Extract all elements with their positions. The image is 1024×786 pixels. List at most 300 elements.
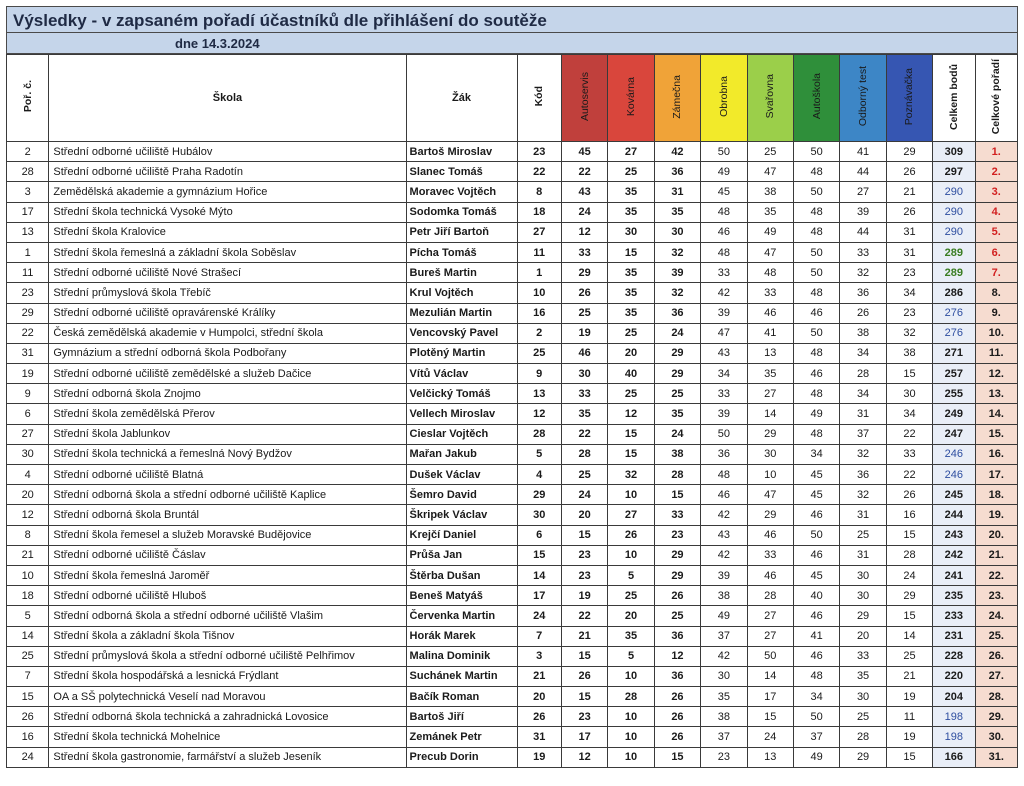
cell-score: 15: [561, 687, 607, 707]
cell-score: 20: [840, 626, 886, 646]
cell-kod: 11: [517, 242, 561, 262]
cell-score: 21: [886, 182, 932, 202]
table-row: [7, 384, 1018, 404]
cell-score: 15: [654, 747, 700, 767]
cell-score: 29: [840, 606, 886, 626]
cell-score: 19: [561, 586, 607, 606]
cell-kod: 6: [517, 525, 561, 545]
cell-kod: 7: [517, 626, 561, 646]
header-por: Poř. č.: [7, 55, 49, 142]
cell-score: 35: [701, 687, 747, 707]
cell-score: 33: [561, 384, 607, 404]
cell-score: 28: [886, 545, 932, 565]
cell-score: 12: [561, 747, 607, 767]
cell-celkem: 228: [933, 646, 975, 666]
cell-score: 10: [608, 666, 654, 686]
cell-score: 36: [840, 465, 886, 485]
cell-score: 29: [886, 586, 932, 606]
cell-score: 37: [840, 424, 886, 444]
cell-poradi: 22.: [975, 565, 1017, 585]
cell-celkem: 289: [933, 263, 975, 283]
cell-kod: 5: [517, 444, 561, 464]
cell-celkem: 204: [933, 687, 975, 707]
table-row: [7, 444, 1018, 464]
cell-celkem: 166: [933, 747, 975, 767]
cell-score: 26: [654, 687, 700, 707]
cell-score: 31: [886, 222, 932, 242]
cell-score: 35: [608, 263, 654, 283]
table-row: [7, 222, 1018, 242]
cell-score: 30: [840, 687, 886, 707]
cell-kod: 20: [517, 687, 561, 707]
cell-score: 32: [654, 283, 700, 303]
cell-score: 46: [793, 303, 839, 323]
cell-score: 23: [561, 545, 607, 565]
cell-score: 24: [561, 485, 607, 505]
cell-score: 39: [701, 404, 747, 424]
cell-score: 10: [608, 727, 654, 747]
cell-score: 50: [793, 525, 839, 545]
cell-poradi: 16.: [975, 444, 1017, 464]
cell-celkem: 246: [933, 465, 975, 485]
cell-celkem: 198: [933, 707, 975, 727]
cell-poradi: 13.: [975, 384, 1017, 404]
cell-score: 13: [747, 343, 793, 363]
cell-score: 33: [701, 384, 747, 404]
cell-kod: 17: [517, 586, 561, 606]
cell-score: 33: [840, 242, 886, 262]
cell-score: 13: [747, 747, 793, 767]
cell-score: 24: [747, 727, 793, 747]
cell-poradi: 17.: [975, 465, 1017, 485]
cell-skola: Střední odborné učiliště opravárenské Králíky: [49, 303, 406, 323]
table-row: [7, 525, 1018, 545]
table-row: [7, 242, 1018, 262]
cell-celkem: 231: [933, 626, 975, 646]
cell-score: 29: [654, 343, 700, 363]
cell-score: 24: [654, 424, 700, 444]
cell-kod: 15: [517, 545, 561, 565]
cell-score: 10: [608, 545, 654, 565]
cell-celkem: 246: [933, 444, 975, 464]
cell-zak: Vencovský Pavel: [406, 323, 517, 343]
cell-score: 31: [886, 242, 932, 262]
cell-celkem: 289: [933, 242, 975, 262]
cell-poradi: 20.: [975, 525, 1017, 545]
cell-score: 30: [840, 565, 886, 585]
cell-por: 31: [7, 343, 49, 363]
cell-score: 27: [608, 142, 654, 162]
cell-score: 45: [561, 142, 607, 162]
cell-score: 29: [840, 747, 886, 767]
cell-poradi: 14.: [975, 404, 1017, 424]
cell-kod: 1: [517, 263, 561, 283]
cell-skola: Střední škola hospodářská a lesnická Frýdlant: [49, 666, 406, 686]
cell-score: 25: [747, 142, 793, 162]
cell-score: 28: [840, 727, 886, 747]
cell-score: 47: [747, 162, 793, 182]
cell-score: 34: [793, 687, 839, 707]
cell-score: 10: [608, 747, 654, 767]
table-row: [7, 666, 1018, 686]
cell-score: 22: [886, 424, 932, 444]
cell-score: 24: [886, 565, 932, 585]
results-table: [6, 54, 1018, 768]
cell-score: 29: [747, 424, 793, 444]
cell-kod: 3: [517, 646, 561, 666]
table-row: [7, 626, 1018, 646]
cell-score: 34: [840, 343, 886, 363]
header-discipline: Kovárna: [608, 55, 654, 142]
cell-celkem: 276: [933, 323, 975, 343]
cell-score: 10: [608, 485, 654, 505]
cell-score: 25: [608, 323, 654, 343]
cell-score: 31: [840, 404, 886, 424]
cell-skola: Střední škola řemesel a služeb Moravské Budějovice: [49, 525, 406, 545]
cell-skola: Střední škola a základní škola Tišnov: [49, 626, 406, 646]
cell-score: 48: [793, 202, 839, 222]
cell-skola: Střední škola technická Vysoké Mýto: [49, 202, 406, 222]
cell-score: 22: [561, 162, 607, 182]
cell-score: 50: [701, 424, 747, 444]
cell-score: 35: [561, 404, 607, 424]
cell-score: 38: [840, 323, 886, 343]
cell-score: 45: [793, 565, 839, 585]
cell-poradi: 24.: [975, 606, 1017, 626]
cell-zak: Sodomka Tomáš: [406, 202, 517, 222]
results-sheet: [6, 6, 1018, 768]
cell-score: 10: [747, 465, 793, 485]
cell-score: 35: [608, 303, 654, 323]
cell-score: 40: [793, 586, 839, 606]
cell-score: 30: [561, 364, 607, 384]
cell-score: 46: [793, 364, 839, 384]
cell-score: 31: [840, 505, 886, 525]
header-discipline: Svařovna: [747, 55, 793, 142]
cell-score: 16: [886, 505, 932, 525]
cell-score: 25: [561, 303, 607, 323]
cell-zak: Cieslar Vojtěch: [406, 424, 517, 444]
cell-por: 6: [7, 404, 49, 424]
cell-score: 23: [561, 707, 607, 727]
cell-poradi: 6.: [975, 242, 1017, 262]
cell-score: 28: [747, 586, 793, 606]
cell-score: 24: [561, 202, 607, 222]
cell-score: 32: [840, 444, 886, 464]
cell-score: 37: [701, 626, 747, 646]
cell-score: 23: [886, 303, 932, 323]
cell-kod: 14: [517, 565, 561, 585]
cell-kod: 25: [517, 343, 561, 363]
cell-score: 44: [840, 222, 886, 242]
cell-score: 29: [747, 505, 793, 525]
cell-score: 15: [654, 485, 700, 505]
cell-score: 48: [793, 666, 839, 686]
cell-skola: OA a SŠ polytechnická Veselí nad Moravou: [49, 687, 406, 707]
cell-score: 39: [701, 565, 747, 585]
cell-score: 42: [701, 505, 747, 525]
cell-score: 26: [840, 303, 886, 323]
cell-score: 28: [654, 465, 700, 485]
cell-score: 33: [886, 444, 932, 464]
cell-score: 49: [793, 747, 839, 767]
header-discipline: Autoškola: [793, 55, 839, 142]
cell-score: 33: [747, 545, 793, 565]
cell-zak: Suchánek Martin: [406, 666, 517, 686]
cell-score: 33: [561, 242, 607, 262]
cell-score: 38: [701, 707, 747, 727]
cell-score: 30: [608, 222, 654, 242]
cell-por: 2: [7, 142, 49, 162]
cell-kod: 21: [517, 666, 561, 686]
cell-zak: Vítů Václav: [406, 364, 517, 384]
cell-por: 28: [7, 162, 49, 182]
cell-zak: Vellech Miroslav: [406, 404, 517, 424]
cell-score: 14: [886, 626, 932, 646]
table-row: [7, 263, 1018, 283]
cell-score: 43: [701, 525, 747, 545]
cell-por: 30: [7, 444, 49, 464]
cell-por: 20: [7, 485, 49, 505]
cell-por: 8: [7, 525, 49, 545]
cell-celkem: 290: [933, 222, 975, 242]
cell-skola: Střední odborné učiliště zemědělské a služeb Dačice: [49, 364, 406, 384]
cell-score: 39: [840, 202, 886, 222]
cell-zak: Červenka Martin: [406, 606, 517, 626]
cell-score: 23: [654, 525, 700, 545]
cell-score: 15: [561, 525, 607, 545]
table-row: [7, 505, 1018, 525]
cell-poradi: 9.: [975, 303, 1017, 323]
header-discipline: Poznávačka: [886, 55, 932, 142]
table-row: [7, 202, 1018, 222]
results-body: [7, 142, 1018, 768]
header-skola: Škola: [49, 55, 406, 142]
cell-score: 35: [608, 202, 654, 222]
cell-zak: Mařan Jakub: [406, 444, 517, 464]
cell-score: 38: [701, 586, 747, 606]
cell-score: 15: [608, 424, 654, 444]
cell-score: 22: [561, 606, 607, 626]
cell-skola: Střední škola řemeslná a základní škola Soběslav: [49, 242, 406, 262]
cell-score: 21: [886, 666, 932, 686]
cell-score: 35: [654, 404, 700, 424]
cell-score: 25: [608, 586, 654, 606]
cell-score: 34: [886, 283, 932, 303]
cell-score: 46: [701, 222, 747, 242]
cell-score: 15: [886, 606, 932, 626]
cell-poradi: 1.: [975, 142, 1017, 162]
cell-score: 27: [840, 182, 886, 202]
cell-kod: 4: [517, 465, 561, 485]
cell-score: 23: [701, 747, 747, 767]
cell-score: 35: [654, 202, 700, 222]
cell-celkem: 257: [933, 364, 975, 384]
table-row: [7, 343, 1018, 363]
cell-por: 22: [7, 323, 49, 343]
cell-score: 46: [793, 646, 839, 666]
table-row: [7, 727, 1018, 747]
cell-celkem: 220: [933, 666, 975, 686]
cell-kod: 2: [517, 323, 561, 343]
cell-score: 14: [747, 404, 793, 424]
cell-score: 37: [701, 727, 747, 747]
cell-poradi: 31.: [975, 747, 1017, 767]
cell-skola: Střední odborná škola Bruntál: [49, 505, 406, 525]
table-row: [7, 465, 1018, 485]
cell-score: 12: [654, 646, 700, 666]
cell-celkem: 245: [933, 485, 975, 505]
header-row: [7, 55, 1018, 142]
cell-score: 27: [608, 505, 654, 525]
cell-celkem: 235: [933, 586, 975, 606]
page-title: Výsledky - v zapsaném pořadí účastníků dle přihlášení do soutěže: [6, 6, 1018, 33]
cell-poradi: 30.: [975, 727, 1017, 747]
cell-celkem: 276: [933, 303, 975, 323]
cell-score: 48: [793, 343, 839, 363]
cell-score: 32: [840, 485, 886, 505]
cell-poradi: 23.: [975, 586, 1017, 606]
cell-score: 15: [886, 525, 932, 545]
cell-kod: 22: [517, 162, 561, 182]
cell-celkem: 198: [933, 727, 975, 747]
cell-celkem: 233: [933, 606, 975, 626]
cell-zak: Precub Dorin: [406, 747, 517, 767]
cell-score: 45: [793, 485, 839, 505]
cell-score: 26: [561, 666, 607, 686]
cell-score: 11: [886, 707, 932, 727]
cell-score: 28: [840, 364, 886, 384]
cell-score: 29: [886, 142, 932, 162]
cell-skola: Střední odborná škola a střední odborné učiliště Kaplice: [49, 485, 406, 505]
cell-celkem: 290: [933, 182, 975, 202]
cell-score: 15: [886, 747, 932, 767]
table-row: [7, 606, 1018, 626]
cell-score: 48: [747, 263, 793, 283]
cell-score: 25: [608, 384, 654, 404]
cell-score: 5: [608, 565, 654, 585]
cell-skola: Střední odborné učiliště Blatná: [49, 465, 406, 485]
cell-score: 27: [747, 384, 793, 404]
table-row: [7, 303, 1018, 323]
header-celkem: Celkem bodů: [933, 55, 975, 142]
header-zak: Žák: [406, 55, 517, 142]
cell-kod: 18: [517, 202, 561, 222]
cell-score: 35: [608, 283, 654, 303]
cell-score: 22: [886, 465, 932, 485]
cell-poradi: 8.: [975, 283, 1017, 303]
cell-score: 33: [747, 283, 793, 303]
cell-score: 30: [886, 384, 932, 404]
cell-zak: Moravec Vojtěch: [406, 182, 517, 202]
table-row: [7, 586, 1018, 606]
cell-skola: Gymnázium a střední odborná škola Podbořany: [49, 343, 406, 363]
cell-skola: Česká zemědělská akademie v Humpolci, střední škola: [49, 323, 406, 343]
cell-score: 24: [654, 323, 700, 343]
cell-por: 3: [7, 182, 49, 202]
cell-score: 41: [793, 626, 839, 646]
cell-score: 49: [701, 162, 747, 182]
cell-score: 48: [793, 283, 839, 303]
cell-kod: 12: [517, 404, 561, 424]
cell-score: 26: [886, 485, 932, 505]
header-discipline: Odborný test: [840, 55, 886, 142]
cell-celkem: 290: [933, 202, 975, 222]
cell-score: 46: [793, 505, 839, 525]
cell-poradi: 28.: [975, 687, 1017, 707]
cell-score: 50: [793, 142, 839, 162]
cell-por: 14: [7, 626, 49, 646]
cell-por: 4: [7, 465, 49, 485]
cell-score: 34: [840, 384, 886, 404]
cell-score: 50: [793, 323, 839, 343]
cell-score: 50: [747, 646, 793, 666]
cell-skola: Střední škola Jablunkov: [49, 424, 406, 444]
cell-score: 26: [654, 727, 700, 747]
cell-score: 48: [793, 384, 839, 404]
cell-kod: 26: [517, 707, 561, 727]
cell-score: 15: [747, 707, 793, 727]
cell-score: 48: [793, 222, 839, 242]
table-row: [7, 565, 1018, 585]
cell-skola: Střední odborné učiliště Hluboš: [49, 586, 406, 606]
header-poradi: Celkové pořadí: [975, 55, 1017, 142]
cell-zak: Petr Jiří Bartoň: [406, 222, 517, 242]
table-row: [7, 424, 1018, 444]
cell-score: 17: [747, 687, 793, 707]
cell-zak: Pícha Tomáš: [406, 242, 517, 262]
cell-score: 36: [654, 303, 700, 323]
cell-score: 35: [747, 364, 793, 384]
cell-skola: Střední odborná škola technická a zahradnická Lovosice: [49, 707, 406, 727]
cell-score: 25: [840, 525, 886, 545]
cell-skola: Zemědělská akademie a gymnázium Hořice: [49, 182, 406, 202]
cell-score: 28: [608, 687, 654, 707]
cell-score: 20: [608, 606, 654, 626]
cell-skola: Střední odborná škola a střední odborné učiliště Vlašim: [49, 606, 406, 626]
cell-poradi: 5.: [975, 222, 1017, 242]
cell-score: 22: [561, 424, 607, 444]
cell-score: 25: [608, 162, 654, 182]
cell-por: 29: [7, 303, 49, 323]
cell-score: 26: [654, 586, 700, 606]
cell-poradi: 26.: [975, 646, 1017, 666]
table-row: [7, 404, 1018, 424]
cell-score: 38: [886, 343, 932, 363]
cell-zak: Šemro David: [406, 485, 517, 505]
cell-celkem: 244: [933, 505, 975, 525]
cell-score: 15: [886, 364, 932, 384]
cell-zak: Beneš Matyáš: [406, 586, 517, 606]
cell-score: 48: [793, 424, 839, 444]
cell-score: 26: [561, 283, 607, 303]
cell-score: 29: [654, 545, 700, 565]
cell-kod: 23: [517, 142, 561, 162]
table-row: [7, 142, 1018, 162]
cell-por: 12: [7, 505, 49, 525]
cell-score: 34: [701, 364, 747, 384]
cell-score: 37: [793, 727, 839, 747]
cell-score: 33: [701, 263, 747, 283]
cell-por: 10: [7, 565, 49, 585]
cell-skola: Střední průmyslová škola Třebíč: [49, 283, 406, 303]
cell-skola: Střední škola řemeslná Jaroměř: [49, 565, 406, 585]
cell-score: 35: [608, 182, 654, 202]
cell-score: 50: [701, 142, 747, 162]
cell-skola: Střední škola gastronomie, farmářství a služeb Jeseník: [49, 747, 406, 767]
cell-skola: Střední odborné učiliště Čáslav: [49, 545, 406, 565]
table-row: [7, 687, 1018, 707]
